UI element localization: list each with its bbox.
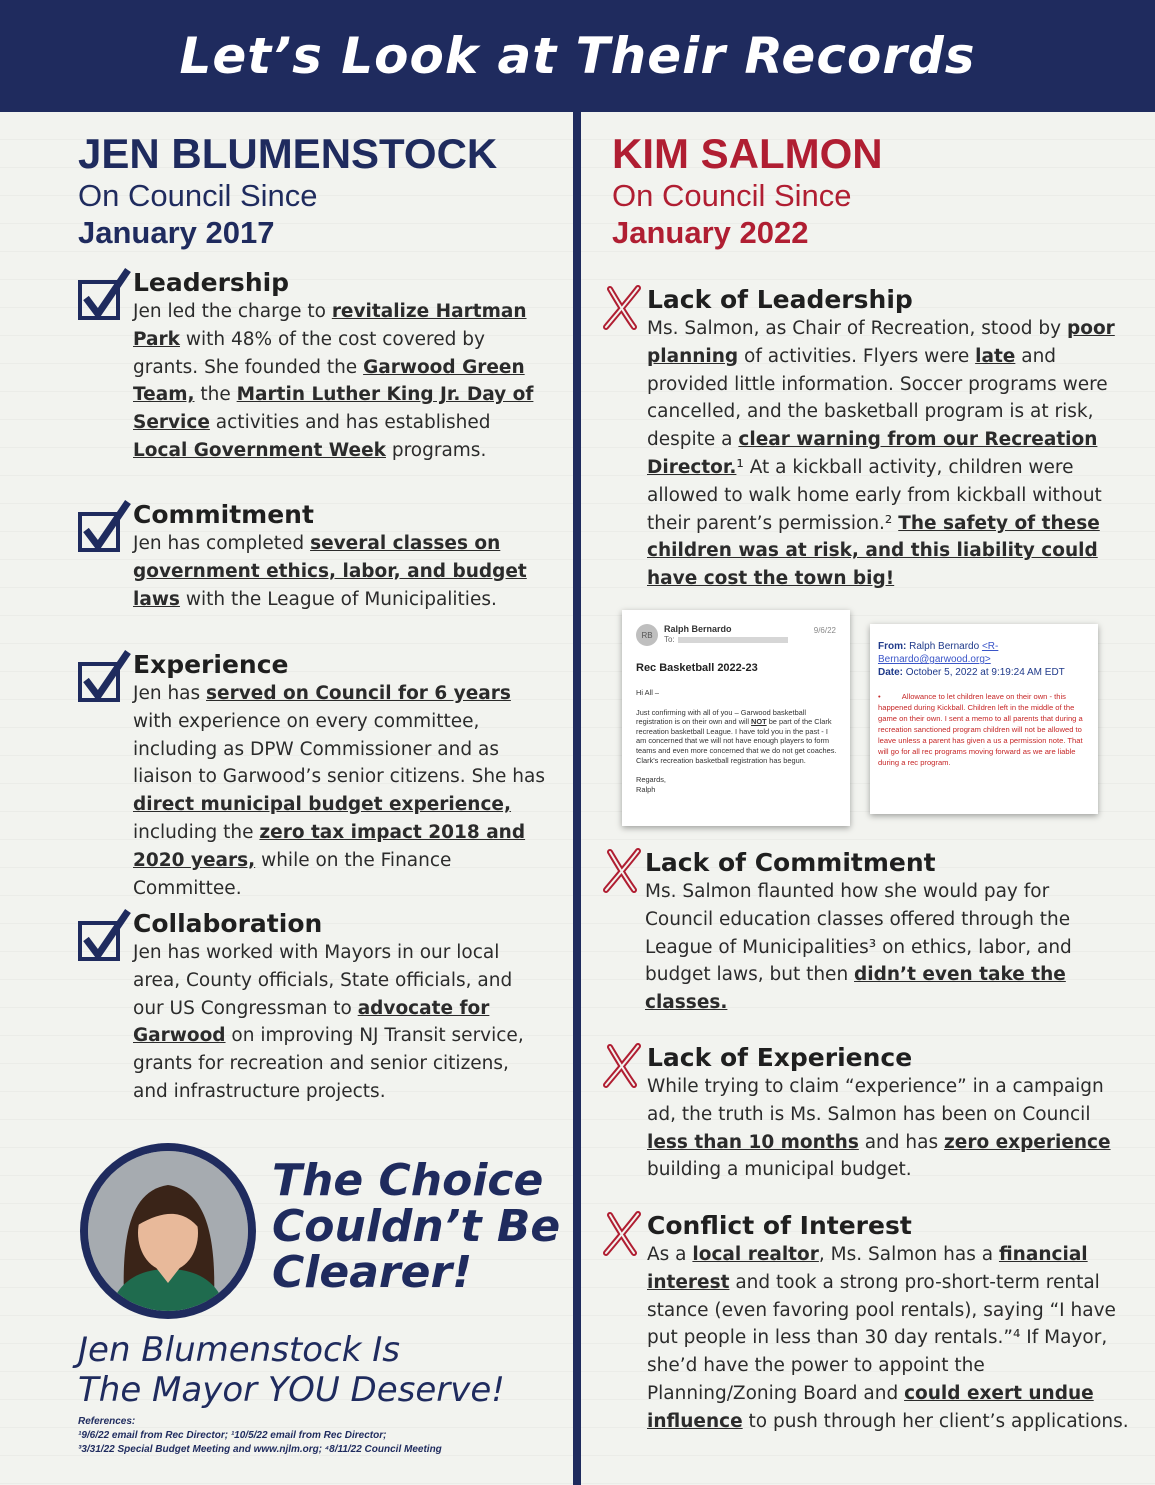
- since-date-left: January 2017: [78, 215, 275, 250]
- since-label-left: On Council Since: [78, 178, 318, 213]
- item-heading: Lack of Commitment: [645, 848, 936, 877]
- emphasis-text: poor planning: [647, 318, 1115, 367]
- red-x-icon: [600, 285, 646, 331]
- emphasis-text: zero experience: [944, 1131, 1111, 1153]
- email-from: From: Ralph Bernardo <R-Bernardo@garwood.org>: [878, 641, 999, 665]
- emphasis-text: Local Government Week: [133, 439, 386, 461]
- item-heading: Experience: [133, 650, 289, 679]
- left-item-leadership: [78, 268, 548, 465]
- candidate-portrait: [80, 1143, 256, 1319]
- item-heading: Leadership: [133, 268, 290, 297]
- emphasis-text: financial interest: [647, 1244, 1088, 1293]
- emphasis-text: less than 10 months: [647, 1131, 859, 1153]
- email-body: • Allowance to let children leave on their own - this happened during Kickball. Children left in the middle of the game on their own. I sent a memo to all parents that during a recreation sanctioned program children will not be allowed to leave unless a parent has given a us a permission note. That will go for all rec programs moving forward as we are liable during a rec program.: [878, 692, 1083, 767]
- emphasis-text: didn’t even take the classes.: [645, 964, 1066, 1014]
- emphasis-text: served on Council for 6 years: [206, 683, 511, 704]
- candidate-name-right: KIM SALMON: [612, 130, 883, 177]
- emphasis-text: Garwood Green Team,: [133, 356, 525, 406]
- emphasis-text: advocate for Garwood: [133, 997, 490, 1047]
- emphasis-text: late: [975, 345, 1016, 367]
- emphasis-text: The safety of these children was at risk, and this liability could have cost the town big!: [647, 512, 1100, 590]
- references: References: ¹9/6/22 email from Rec Director; ¹10/5/22 email from Rec Director; ³3/31/22 Special Budget Meeting and www.njlm.org; ⁴8/11/22 Council Meeting: [78, 1416, 442, 1455]
- avatar: RB: [636, 624, 658, 646]
- email-date: Date: October 5, 2022 at 9:19:24 AM EDT: [878, 667, 1065, 678]
- left-item-collaboration: [78, 909, 548, 1106]
- portrait-illustration-icon: [88, 1151, 248, 1311]
- mayor-slogan: Jen Blumenstock Is The Mayor YOU Deserve!: [78, 1330, 505, 1410]
- item-heading: Conflict of Interest: [647, 1211, 912, 1240]
- red-x-icon: [600, 1043, 646, 1089]
- item-heading: Commitment: [133, 500, 314, 529]
- item-text: Jen led the charge to revitalize Hartman Park with 48% of the cost covered by grants. She founded the Garwood Green Team, the Martin Luther King Jr. Day of Service activities and has established Local Government Week programs.: [133, 301, 534, 461]
- item-heading: Collaboration: [133, 909, 323, 938]
- emphasis-text: local realtor: [692, 1244, 819, 1265]
- email-body: Hi All – Just confirming with all of you – Garwood basketball registration is on their own and will NOT be part of the Clark recreation basketball League. I have told you in the past - I am concerned that we will not have enough players to form teams and even more concerned that we do not get coaches. Clark's recreation basketball registration has begun. Regards, Ralph: [636, 688, 837, 794]
- email-from: Ralph Bernardo: [664, 624, 732, 634]
- left-item-experience: [78, 650, 548, 902]
- since-date-right: January 2022: [612, 215, 809, 250]
- emphasis-text: several classes on government ethics, labor, and budget laws: [133, 533, 527, 610]
- right-column-header: [612, 130, 1132, 252]
- item-heading: Lack of Leadership: [647, 285, 913, 314]
- checkbox-check-icon: [78, 268, 134, 324]
- email-screenshot-kickball: [870, 624, 1098, 814]
- header-banner: [0, 0, 1155, 112]
- emphasis-text: could exert undue influence: [647, 1382, 1094, 1432]
- choice-slogan: The Choice Couldn’t Be Clearer!: [272, 1155, 561, 1298]
- item-text: Jen has worked with Mayors in our local area, County officials, State officials, and our US Congressman to advocate for Garwood on improving NJ Transit service, grants for recreation and senior citizens, and infrastructure projects.: [133, 942, 524, 1102]
- emphasis-text: Martin Luther King Jr. Day of Service: [133, 384, 534, 434]
- red-x-icon: [600, 1211, 646, 1257]
- emphasis-text: zero tax impact 2018 and 2020 years,: [133, 821, 526, 871]
- email-date: 9/6/22: [813, 626, 836, 635]
- candidate-name-left: JEN BLUMENSTOCK: [78, 130, 498, 177]
- left-column-header: [78, 130, 548, 252]
- since-label-right: On Council Since: [612, 178, 852, 213]
- email-screenshot-rec-basketball: [622, 610, 850, 826]
- left-item-commitment: [78, 500, 548, 613]
- item-text: Ms. Salmon, as Chair of Recreation, stood by poor planning of activities. Flyers were late and provided little information. Soccer programs were cancelled, and the basketball program is at risk, despite a clear warning from our Recreation Director.¹ At a kickball activity, children were allowed to walk home early from kickball without their parent’s permission.² The safety of these children was at risk, and this liability could have cost the town big!: [647, 318, 1115, 590]
- item-text: Jen has completed several classes on government ethics, labor, and budget laws with the League of Municipalities.: [133, 533, 527, 610]
- item-text: As a local realtor, Ms. Salmon has a financial interest and took a strong pro-short-term rental stance (even favoring pool rentals), saying “I have put people in less than 30 day rentals.”⁴ If Mayor, she’d have the power to appoint the Planning/Zoning Board and could exert undue influence to push through her client’s applications.: [647, 1244, 1129, 1432]
- right-item-conflict-of-interest: [600, 1211, 1135, 1436]
- item-text: While trying to claim “experience” in a campaign ad, the truth is Ms. Salmon has been on Council less than 10 months and has zero experience building a municipal budget.: [647, 1076, 1111, 1181]
- emphasis-text: revitalize Hartman Park: [133, 301, 527, 350]
- red-x-icon: [600, 848, 646, 894]
- item-text: Jen has served on Council for 6 years with experience on every committee, including as DPW Commissioner and as liaison to Garwood’s senior citizens. She has direct municipal budget experience, including the zero tax impact 2018 and 2020 years, while on the Finance Committee.: [133, 683, 546, 899]
- item-heading: Lack of Experience: [647, 1043, 913, 1072]
- right-item-lack-of-leadership: [600, 285, 1125, 593]
- item-text: Ms. Salmon flaunted how she would pay for Council education classes offered through the League of Municipalities³ on ethics, labor, and budget laws, but then didn’t even take the classes.: [645, 881, 1072, 1014]
- emphasis-text: direct municipal budget experience,: [133, 794, 512, 816]
- checkbox-check-icon: [78, 650, 134, 706]
- column-divider: [573, 112, 581, 1485]
- page-title: Let’s Look at Their Records: [179, 27, 976, 85]
- checkbox-check-icon: [78, 500, 134, 556]
- email-subject: Rec Basketball 2022-23: [636, 662, 758, 674]
- emphasis-text: clear warning from our Recreation Director.: [647, 429, 1098, 478]
- email-to: To:: [664, 635, 788, 644]
- right-item-lack-of-experience: [600, 1043, 1125, 1184]
- checkbox-check-icon: [78, 909, 134, 965]
- right-item-lack-of-commitment: [600, 848, 1125, 1017]
